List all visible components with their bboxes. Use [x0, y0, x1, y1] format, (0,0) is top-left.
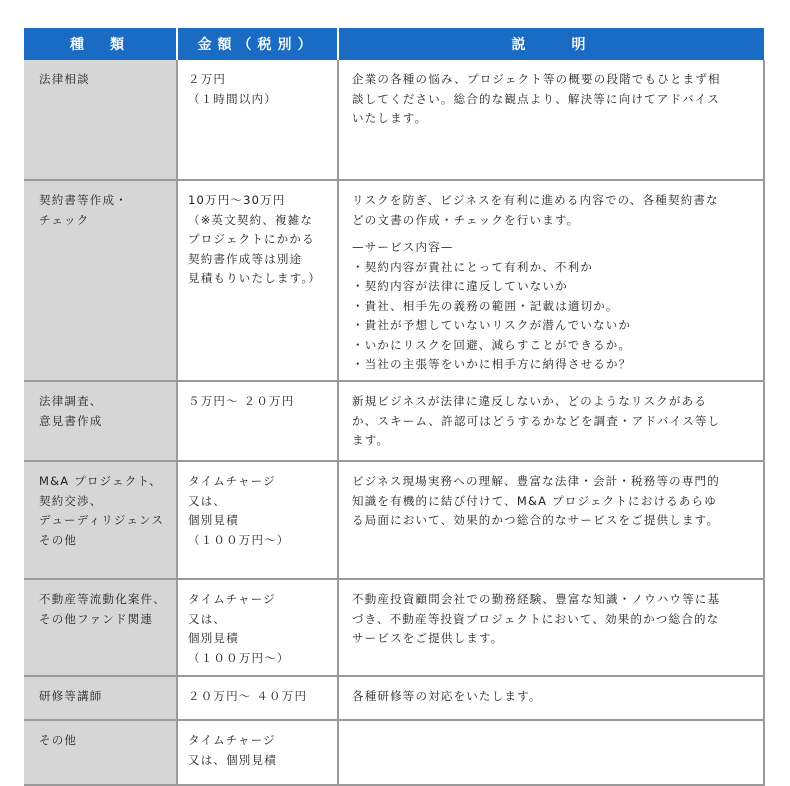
price-cell: [177, 461, 338, 579]
description-line: ・貴社が予想していないリスクが潜んでいないか: [352, 318, 632, 332]
type-line: M&A プロジェクト、: [39, 474, 162, 488]
type-line: チェック: [39, 212, 90, 227]
description-cell: [338, 720, 764, 785]
description-cell: [338, 381, 764, 461]
type-line: 法律相談: [39, 72, 90, 86]
description-cell: [338, 579, 764, 676]
price-line: ２万円: [188, 72, 227, 86]
header-description: 説 明: [338, 28, 764, 60]
description-line: サービスをご提供します。: [352, 631, 504, 645]
description-cell: [338, 676, 764, 720]
type-cell: [24, 381, 177, 461]
price-line: （※英文契約、複雑な: [188, 212, 314, 227]
price-line: 又は、: [188, 493, 227, 508]
paragraph-gap: [352, 230, 763, 238]
description-line: ます。: [352, 433, 390, 447]
table-row: [24, 381, 764, 461]
price-cell: [177, 60, 338, 180]
price-line: 見積もりいたします。）: [188, 271, 322, 285]
description-line: 談してください。総合的な観点より、解決等に向けてアドバイス: [352, 91, 720, 106]
description-line: 各種研修等の対応をいたします。: [352, 689, 542, 703]
price-line: （１００万円〜）: [188, 650, 290, 665]
price-cell: [177, 579, 338, 676]
description-line: ビジネス現場実務への理解、豊富な法律・会計・税務等の専門的: [352, 474, 720, 488]
table-row: [24, 720, 764, 785]
table-row: [24, 461, 764, 579]
description-line: か、スキーム、許認可はどうするかなどを調査・アドバイス等し: [352, 413, 721, 428]
price-cell: [177, 381, 338, 461]
description-line: 不動産投資顧問会社での勤務経験、豊富な知識・ノウハウ等に基: [352, 592, 721, 606]
type-cell: [24, 461, 177, 579]
type-line: 意見書作成: [39, 413, 103, 428]
description-line: 企業の各種の悩み、プロジェクト等の概要の段階でもひとまず相: [352, 72, 721, 86]
description-line: いたします。: [352, 111, 428, 125]
header-type: 種 類: [24, 28, 177, 60]
price-line: 個別見積: [188, 513, 239, 527]
price-line: タイムチャージ: [188, 474, 276, 488]
table-row: [24, 60, 764, 180]
price-cell: [177, 720, 338, 785]
type-cell: [24, 676, 177, 720]
type-cell: [24, 60, 177, 180]
description-line: づき、不動産等投資プロジェクトにおいて、効果的かつ総合的な: [352, 611, 720, 626]
description-line: ・契約内容が法律に違反していないか: [352, 279, 568, 293]
price-line: タイムチャージ: [188, 733, 276, 747]
type-cell: [24, 720, 177, 785]
type-line: その他: [39, 532, 78, 547]
description-cell: [338, 60, 764, 180]
type-line: 契約書等作成・: [39, 193, 128, 207]
type-line: 契約交渉、: [39, 493, 103, 508]
type-line: その他: [39, 733, 78, 747]
price-line: タイムチャージ: [188, 592, 276, 606]
type-line: 不動産等流動化案件、: [39, 592, 166, 606]
description-line: 新規ビジネスが法律に違反しないか、どのようなリスクがある: [352, 394, 708, 408]
table-body: [24, 60, 764, 785]
price-cell: [177, 180, 338, 381]
table-header-row: [24, 28, 764, 60]
price-line: 又は、: [188, 611, 227, 626]
description-line: ・貴社、相手先の義務の範囲・記載は適切か。: [352, 298, 619, 313]
price-line: プロジェクトにかかる: [188, 232, 315, 246]
type-line: その他ファンド関連: [39, 611, 154, 626]
price-line: 契約書作成等は別途: [188, 251, 303, 266]
type-cell: [24, 579, 177, 676]
table-row: [24, 579, 764, 676]
description-cell: [338, 461, 764, 579]
price-line: ２０万円〜 ４０万円: [188, 689, 308, 703]
price-line: （１時間以内）: [188, 91, 277, 106]
price-line: 個別見積: [188, 631, 239, 645]
description-line: どの文書の作成・チェックを行います。: [352, 212, 580, 227]
price-line: 又は、個別見積: [188, 752, 277, 767]
description-cell: [338, 180, 764, 381]
description-line: ・当社の主張等をいかに相手方に納得させるか？: [352, 357, 632, 371]
description-line: る局面において、効果的かつ総合的なサービスをご提供します。: [352, 513, 720, 527]
description-line: ・契約内容が貴社にとって有利か、不利か: [352, 259, 594, 274]
price-line: 10万円〜30万円: [188, 193, 286, 207]
table-row: [24, 180, 764, 381]
price-cell: [177, 676, 338, 720]
price-line: （１００万円〜）: [188, 532, 290, 547]
price-line: ５万円〜 ２０万円: [188, 394, 295, 408]
description-line: リスクを防ぎ、ビジネスを有利に進める内容での、各種契約書な: [352, 193, 719, 207]
fee-table: [24, 28, 765, 786]
description-line: 知識を有機的に結び付けて、M&A プロジェクトにおけるあらゆ: [352, 493, 717, 508]
description-line: —サービス内容—: [352, 240, 454, 254]
description-line: ・いかにリスクを回避、減らすことができるか。: [352, 337, 632, 352]
table-row: [24, 676, 764, 720]
header-price: 金額（税別）: [177, 28, 338, 60]
type-cell: [24, 180, 177, 381]
type-line: 法律調査、: [39, 394, 103, 408]
type-line: 研修等講師: [39, 689, 103, 703]
type-line: デューディリジェンス: [39, 513, 165, 527]
